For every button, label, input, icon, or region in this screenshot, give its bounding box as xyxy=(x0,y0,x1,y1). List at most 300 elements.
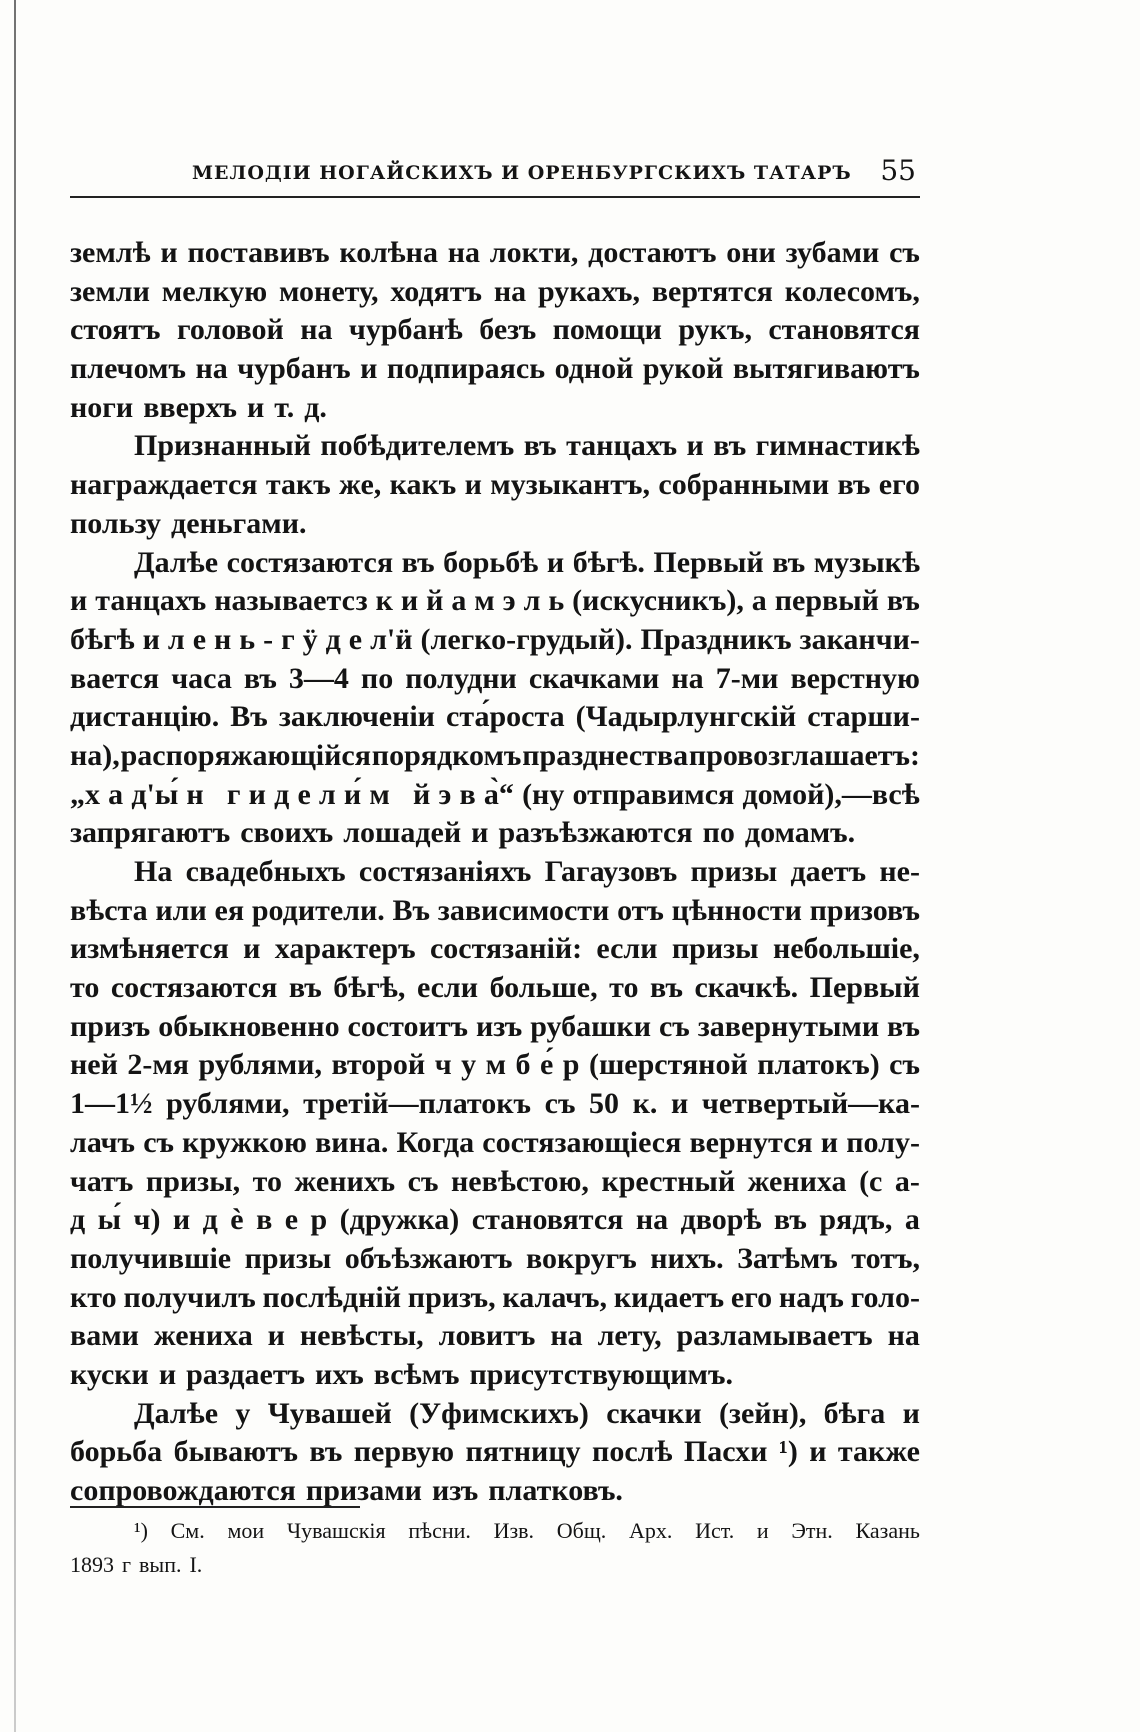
word: (Чадырлунгскій xyxy=(575,700,797,734)
word: завернутыми xyxy=(697,1009,880,1043)
word: дистанцію. xyxy=(70,700,220,734)
word: На xyxy=(134,855,173,888)
page-header xyxy=(70,150,920,198)
paragraph xyxy=(70,544,920,854)
word: или xyxy=(155,893,207,927)
word: е xyxy=(348,622,363,656)
text-line xyxy=(70,814,920,853)
word: е xyxy=(192,622,207,656)
word: рубашки xyxy=(530,1009,651,1043)
word: пятницу xyxy=(465,1435,581,1469)
word: родители. xyxy=(251,893,385,927)
word: своихъ xyxy=(240,816,334,850)
word: е xyxy=(284,1203,299,1237)
word: и xyxy=(902,1396,920,1430)
word: часа xyxy=(171,661,232,695)
word: деньгами. xyxy=(171,506,307,540)
word: первую xyxy=(353,1435,455,1469)
word: объѣзжаютъ xyxy=(344,1241,513,1275)
word: земли xyxy=(70,274,150,308)
word: голо- xyxy=(850,1280,920,1314)
word: обыкновенно xyxy=(158,1009,340,1043)
word: 2-мя xyxy=(127,1048,190,1082)
text-line xyxy=(70,1433,920,1472)
word: Чувашскія xyxy=(286,1518,386,1543)
word: колесомъ, xyxy=(784,274,920,308)
word: танцахъ xyxy=(566,429,678,463)
word: ¹) xyxy=(778,1435,798,1469)
word: и xyxy=(686,429,704,463)
word: мои xyxy=(227,1518,265,1543)
word: платковъ. xyxy=(488,1474,623,1507)
word: Общ. xyxy=(556,1518,607,1543)
word: вѣста xyxy=(70,893,148,927)
word: д xyxy=(274,777,290,811)
word: (зейн), xyxy=(718,1396,807,1430)
word: е́ xyxy=(539,1048,554,1082)
word: локти, xyxy=(489,236,579,269)
word: д. xyxy=(304,390,327,424)
word: на xyxy=(195,352,228,386)
word: колѣна xyxy=(339,236,438,269)
word: ней xyxy=(70,1048,118,1082)
word: и xyxy=(671,1087,689,1121)
word: а xyxy=(904,1203,920,1237)
word: безъ xyxy=(479,313,537,347)
word: помощи xyxy=(552,313,662,347)
word: ловитъ xyxy=(438,1319,536,1353)
word: Казань xyxy=(855,1518,920,1543)
word: вертятся xyxy=(651,274,773,308)
word: г xyxy=(122,1552,132,1577)
word: съ xyxy=(889,236,920,269)
word: тотъ, xyxy=(851,1241,920,1275)
word: и xyxy=(267,1319,285,1353)
word: Въ xyxy=(230,700,268,734)
word: первый xyxy=(774,584,879,618)
word: поставивъ xyxy=(187,236,330,269)
word: состязаются xyxy=(110,971,278,1005)
word: рублями, xyxy=(198,1048,322,1082)
word: 1893 xyxy=(70,1552,114,1577)
text-line xyxy=(70,737,920,776)
text-line xyxy=(70,582,920,621)
word: а- xyxy=(894,1164,920,1198)
word: й xyxy=(412,777,431,811)
word: призы xyxy=(671,932,759,966)
word: и xyxy=(158,1357,177,1391)
word: Далѣе xyxy=(134,545,219,579)
word: танцахъ xyxy=(95,584,207,618)
word: Первый xyxy=(653,545,764,579)
word: „х xyxy=(70,777,100,811)
word: жениха xyxy=(747,1164,847,1198)
word: въ xyxy=(288,971,322,1005)
word: побѣдителемъ xyxy=(320,429,515,463)
word: невѣстою, xyxy=(451,1164,589,1198)
word: становятся xyxy=(768,313,920,347)
word: (искусникъ), xyxy=(572,584,744,618)
word: 1—1½ xyxy=(70,1087,153,1121)
word: Въ xyxy=(392,893,431,927)
word: вып. xyxy=(139,1552,182,1577)
word: порядкомъ xyxy=(371,738,522,772)
word: если xyxy=(596,932,658,966)
page-number: 55 xyxy=(880,154,916,187)
word: въ xyxy=(886,584,920,618)
word: въ xyxy=(713,429,747,463)
text-line xyxy=(70,427,920,466)
word: празднества xyxy=(522,738,689,772)
word: состязаются xyxy=(226,545,394,579)
word: д xyxy=(325,622,341,656)
word: старши- xyxy=(807,700,920,734)
word: распоряжающійся xyxy=(120,738,371,772)
footnote-divider xyxy=(70,1506,360,1508)
word: зависимости xyxy=(437,893,610,927)
word: состоитъ xyxy=(347,1009,468,1043)
word: скачки xyxy=(606,1396,702,1430)
word: въ xyxy=(309,1435,343,1469)
text-line xyxy=(70,1124,920,1163)
text-line xyxy=(70,1317,920,1356)
word: ѐ xyxy=(230,1203,244,1237)
word: призы, xyxy=(145,1164,241,1198)
word: собранными xyxy=(658,468,830,502)
word: изъ xyxy=(475,1009,523,1043)
word: ихъ xyxy=(315,1357,364,1391)
word: и́ xyxy=(343,777,362,811)
word: если xyxy=(416,971,479,1005)
word: въ xyxy=(773,1203,807,1237)
word: к. xyxy=(632,1087,658,1121)
word: состязающіеся xyxy=(482,1125,682,1159)
text-line xyxy=(70,1356,920,1395)
word: какъ xyxy=(389,468,457,502)
word: г xyxy=(226,777,241,811)
word: разламываетъ xyxy=(676,1319,873,1353)
word: на xyxy=(447,236,480,269)
word: скачками xyxy=(528,661,660,695)
text-line xyxy=(70,389,920,428)
word: получившіе xyxy=(70,1241,232,1275)
word: Арх. xyxy=(628,1518,673,1543)
word: верстную xyxy=(790,661,920,695)
word: съ xyxy=(407,1164,439,1198)
word: рукахъ, xyxy=(538,274,640,308)
word: рублями, xyxy=(166,1087,290,1121)
word: призы xyxy=(690,855,778,888)
word: отправимся xyxy=(572,777,735,811)
footnote-line xyxy=(70,1514,920,1548)
text-line xyxy=(70,350,920,389)
word: и xyxy=(360,352,378,386)
text-line xyxy=(70,969,920,1008)
word: подпираясь xyxy=(386,352,546,386)
word: призы xyxy=(244,1241,332,1275)
word: отъ xyxy=(617,893,664,927)
word: лачъ xyxy=(70,1125,136,1159)
word: больше, xyxy=(489,971,598,1005)
text-line xyxy=(70,698,920,737)
word: второй xyxy=(331,1048,426,1082)
word: съ xyxy=(544,1087,576,1121)
word: л'ӥ xyxy=(370,622,413,656)
word: л xyxy=(318,777,336,811)
word: и xyxy=(464,468,482,502)
word: и xyxy=(160,236,178,269)
word: разъѣзжаются xyxy=(498,816,693,850)
word: крестный xyxy=(601,1164,736,1198)
word: I. xyxy=(189,1552,203,1577)
word: Ист. xyxy=(695,1518,735,1543)
word: рукъ, xyxy=(678,313,752,347)
word: заканчи- xyxy=(799,622,920,656)
word: зубами xyxy=(785,236,880,269)
word: и xyxy=(809,1435,827,1469)
word: раздаетъ xyxy=(186,1357,306,1391)
word: Затѣмъ xyxy=(737,1241,838,1275)
word: д'ы́ xyxy=(131,777,179,811)
word: третій—платокъ xyxy=(303,1087,532,1121)
word: награждается xyxy=(70,468,258,502)
word: чатъ xyxy=(70,1164,134,1198)
word: а xyxy=(451,584,467,618)
word: (дружка) xyxy=(339,1203,460,1237)
word: въ xyxy=(837,468,871,502)
word: а̀“ xyxy=(483,777,514,811)
word: дворѣ xyxy=(680,1203,762,1237)
word: пѣсни. xyxy=(408,1518,471,1543)
word: вернутся xyxy=(689,1125,813,1159)
text-line xyxy=(70,930,920,969)
word: полудни xyxy=(405,661,517,695)
word: полу- xyxy=(846,1125,920,1159)
word: бываютъ xyxy=(173,1435,298,1469)
word: же, xyxy=(339,468,382,502)
word: л xyxy=(167,622,185,656)
word: ста́роста xyxy=(446,700,565,734)
word: у xyxy=(235,1396,251,1430)
word: кружкою xyxy=(182,1125,307,1159)
word: См. xyxy=(170,1518,205,1543)
word: к xyxy=(375,584,393,618)
word: платокъ) xyxy=(757,1048,880,1082)
word: Праздникъ xyxy=(640,622,792,656)
word: одной xyxy=(554,352,634,386)
footnote xyxy=(70,1514,920,1582)
word: т. xyxy=(274,390,295,424)
word: призами xyxy=(305,1474,422,1507)
word: жениха xyxy=(153,1319,253,1353)
word: (Уфимскихъ) xyxy=(409,1396,589,1430)
word: также xyxy=(837,1435,920,1469)
running-title: МЕЛОДІИ НОГАЙСКИХЪ И ОРЕНБУРГСКИХЪ ТАТАРЪ xyxy=(192,162,852,184)
word: кто xyxy=(70,1280,117,1314)
word: Чувашей xyxy=(267,1396,392,1430)
text-line xyxy=(70,660,920,699)
text-line xyxy=(70,1008,920,1047)
word: вокругъ xyxy=(526,1241,637,1275)
word: призъ xyxy=(70,1009,151,1043)
word: бѣгѣ. xyxy=(572,545,645,579)
word: гимнастикѣ xyxy=(755,429,920,463)
word: ӱ xyxy=(302,622,318,656)
word: Когда xyxy=(396,1125,475,1159)
word: провозглашаетъ: xyxy=(688,738,920,772)
paragraph xyxy=(70,234,920,427)
word: состязаніяхъ xyxy=(358,855,532,888)
word: - xyxy=(263,622,274,656)
word: по xyxy=(360,661,394,695)
word: въ xyxy=(772,545,806,579)
word: и xyxy=(142,622,160,656)
text-line xyxy=(70,1395,920,1434)
word: получилъ xyxy=(123,1280,256,1314)
word: ч xyxy=(434,1048,452,1082)
text-line xyxy=(70,505,920,544)
word: невѣсты, xyxy=(299,1319,424,1353)
word: кидаетъ xyxy=(613,1280,725,1314)
word: всѣмъ xyxy=(373,1357,460,1391)
paragraph xyxy=(70,853,920,1395)
word: такъ xyxy=(265,468,331,502)
text-line xyxy=(70,273,920,312)
word: ноги xyxy=(70,390,134,424)
word: мелкую xyxy=(161,274,268,308)
word: домой),—всѣ xyxy=(742,777,920,811)
word: его xyxy=(878,468,920,502)
word: называетсз xyxy=(214,584,368,618)
text-line xyxy=(70,1472,920,1511)
word: въ xyxy=(650,971,683,1005)
text-line xyxy=(70,1279,920,1318)
word: то xyxy=(70,971,100,1005)
word: въ xyxy=(887,1009,920,1043)
word: Гагаузовъ xyxy=(544,855,678,888)
word: небольшіе, xyxy=(772,932,920,966)
word: калачъ, xyxy=(502,1280,608,1314)
word: цѣнности xyxy=(671,893,802,927)
word: на xyxy=(635,1203,669,1237)
word: а xyxy=(108,777,124,811)
word: бѣгѣ, xyxy=(333,971,406,1005)
text-line xyxy=(70,1085,920,1124)
word: м xyxy=(474,584,495,618)
word: л xyxy=(523,584,541,618)
word: призъ, xyxy=(407,1280,496,1314)
word: рядъ, xyxy=(819,1203,893,1237)
word: в xyxy=(256,1203,273,1237)
word: то xyxy=(609,971,639,1005)
word: м xyxy=(369,777,405,811)
word: не- xyxy=(879,855,920,888)
word: призовъ xyxy=(809,893,920,927)
word: запрягаютъ xyxy=(70,816,231,850)
word: куски xyxy=(70,1357,149,1391)
footnote-line xyxy=(70,1548,920,1582)
word: четвертый—ка- xyxy=(701,1087,920,1121)
word: на xyxy=(887,1319,920,1353)
word: скачкѣ. xyxy=(694,971,799,1005)
word: на xyxy=(550,1319,583,1353)
word: то xyxy=(252,1164,283,1198)
word: плечомъ xyxy=(70,352,186,386)
text-line xyxy=(70,1240,920,1279)
word: 3—4 xyxy=(288,661,349,695)
word: измѣняется xyxy=(70,932,229,966)
body-text xyxy=(70,234,920,1511)
text-line xyxy=(70,466,920,505)
text-line xyxy=(70,311,920,350)
text-line xyxy=(70,1046,920,1085)
word: въ xyxy=(523,429,557,463)
word: характеръ xyxy=(274,932,416,966)
word: стоятъ xyxy=(70,313,161,347)
word: состязаній: xyxy=(429,932,583,966)
word: и xyxy=(243,932,261,966)
word: даетъ xyxy=(790,855,867,888)
word: б xyxy=(515,1048,531,1082)
word: изъ xyxy=(431,1474,479,1507)
word: на xyxy=(493,274,527,308)
word: 7-ми xyxy=(715,661,779,695)
word: на), xyxy=(70,738,120,772)
word: женихъ xyxy=(294,1164,396,1198)
word: вытягиваютъ xyxy=(732,352,920,386)
word: они xyxy=(726,236,776,269)
text-line xyxy=(70,621,920,660)
word: у xyxy=(461,1048,477,1082)
word: Изв. xyxy=(493,1518,535,1543)
word: ¹) xyxy=(134,1518,148,1543)
word: и xyxy=(70,584,88,618)
word: (ну xyxy=(522,777,565,811)
word: 50 xyxy=(589,1087,620,1121)
word: рукой xyxy=(642,352,724,386)
word: ея xyxy=(214,893,245,927)
text-line xyxy=(70,853,920,892)
word: н xyxy=(213,622,232,656)
word: а xyxy=(751,584,767,618)
word: д xyxy=(202,1203,218,1237)
word: и xyxy=(248,777,266,811)
word: вается xyxy=(70,661,160,695)
word: ч) xyxy=(133,1203,161,1237)
word: сопровождаются xyxy=(70,1474,296,1507)
word: становятся xyxy=(471,1203,624,1237)
word: присутствующимъ. xyxy=(469,1357,733,1391)
word: по xyxy=(702,816,735,850)
word: лошадей xyxy=(343,816,462,850)
word: (легко-грудый). xyxy=(420,622,633,656)
word: в xyxy=(459,777,476,811)
word: (шерстяной xyxy=(588,1048,748,1082)
word: послѣдній xyxy=(262,1280,401,1314)
word: музыкѣ xyxy=(813,545,920,579)
word: съ xyxy=(889,1048,920,1082)
word: Признанный xyxy=(134,429,311,463)
word: и xyxy=(172,1203,191,1237)
word: пользу xyxy=(70,506,162,540)
word: н xyxy=(186,777,219,811)
word: ь xyxy=(548,584,565,618)
word: лету, xyxy=(597,1319,662,1353)
word: послѣ xyxy=(592,1435,673,1469)
word: Этн. xyxy=(791,1518,833,1543)
word: и xyxy=(246,390,265,424)
word: достаютъ xyxy=(588,236,717,269)
